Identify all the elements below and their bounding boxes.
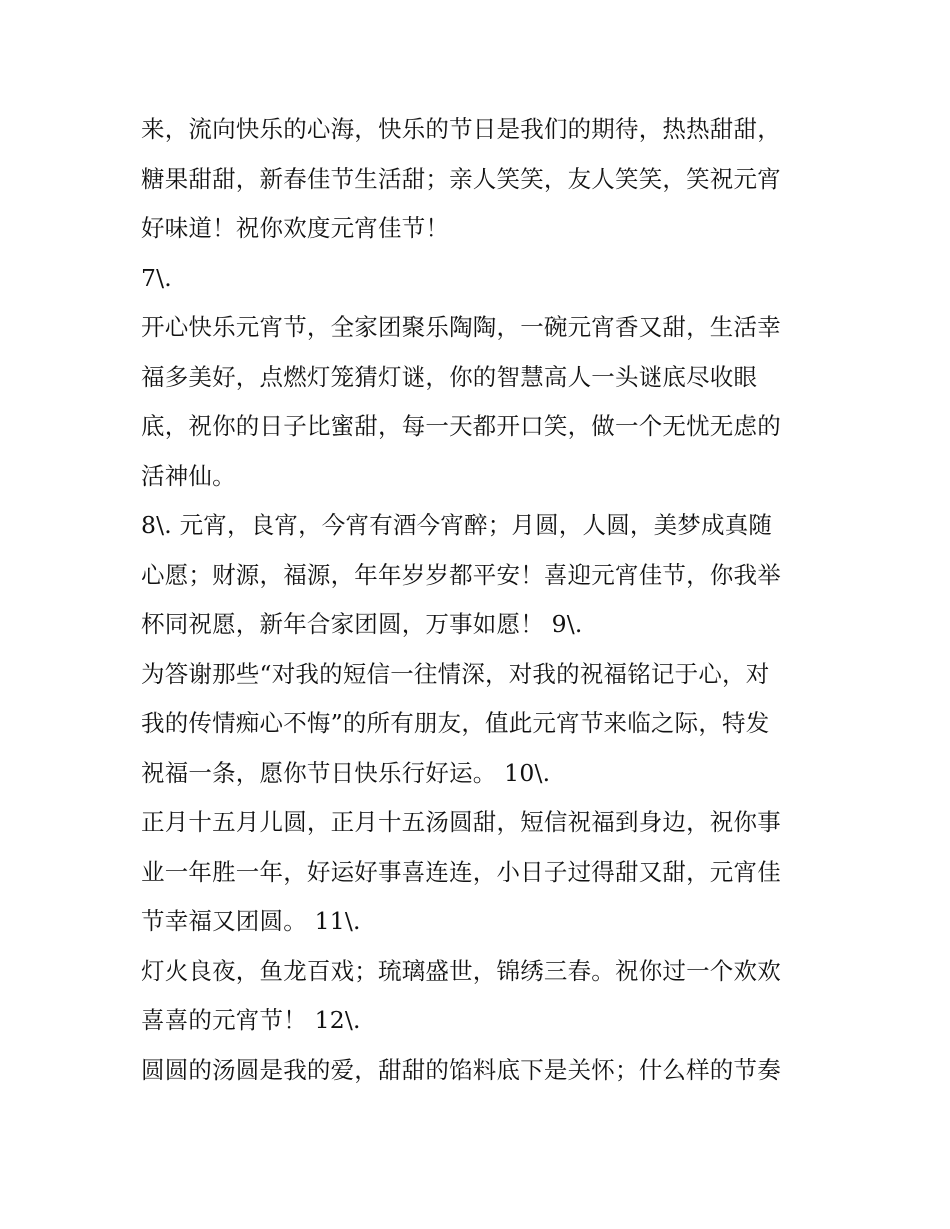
text-line: 为答谢那些“对我的短信一往情深，对我的祝福铭记于心，对 — [141, 659, 770, 688]
text-line: 活神仙。 — [141, 461, 236, 490]
text-body — [141, 105, 821, 1095]
text-line: 8\. 元宵，良宵，今宵有酒今宵醉；月圆，人圆，美梦成真随 — [141, 511, 773, 539]
text-line: 业一年胜一年，好运好事喜连连，小日子过得甜又甜，元宵佳 — [141, 857, 781, 886]
text-line: 喜喜的元宵节！ 12\. — [141, 1006, 361, 1034]
text-line: 正月十五月儿圆，正月十五汤圆甜，短信祝福到身边，祝你事 — [141, 808, 781, 836]
text-line: 糖果甜甜，新春佳节生活甜；亲人笑笑，友人笑笑，笑祝元宵 — [141, 164, 781, 193]
text-line: 好味道！祝你欢度元宵佳节！ — [141, 214, 450, 242]
text-line: 心愿；财源，福源，年年岁岁都平安！喜迎元宵佳节，你我举 — [141, 560, 781, 589]
text-line: 开心快乐元宵节，全家团聚乐陶陶，一碗元宵香又甜，生活幸 — [141, 313, 781, 341]
text-line: 底，祝你的日子比蜜甜，每一天都开口笑，做一个无忧无虑的 — [141, 412, 781, 440]
text-line: 节幸福又团圆。 11\. — [141, 907, 361, 935]
text-line: 灯火良夜，鱼龙百戏；琉璃盛世，锦绣三春。祝你过一个欢欢 — [141, 956, 781, 985]
text-line: 杯同祝愿，新年合家团圆，万事如愿！ 9\. — [141, 610, 583, 638]
text-line: 福多美好，点燃灯笼猜灯谜，你的智慧高人一头谜底尽收眼 — [141, 362, 758, 391]
text-line: 圆圆的汤圆是我的爱，甜甜的馅料底下是关怀；什么样的节奏 — [141, 1055, 781, 1084]
text-line: 来，流向快乐的心海，快乐的节日是我们的期待，热热甜甜， — [141, 115, 781, 143]
section-number: 7\. — [141, 263, 172, 292]
text-line: 祝福一条，愿你节日快乐行好运。 10\. — [141, 758, 551, 787]
text-line: 我的传情痴心不悔”的所有朋友，值此元宵节来临之际，特发 — [141, 709, 770, 737]
